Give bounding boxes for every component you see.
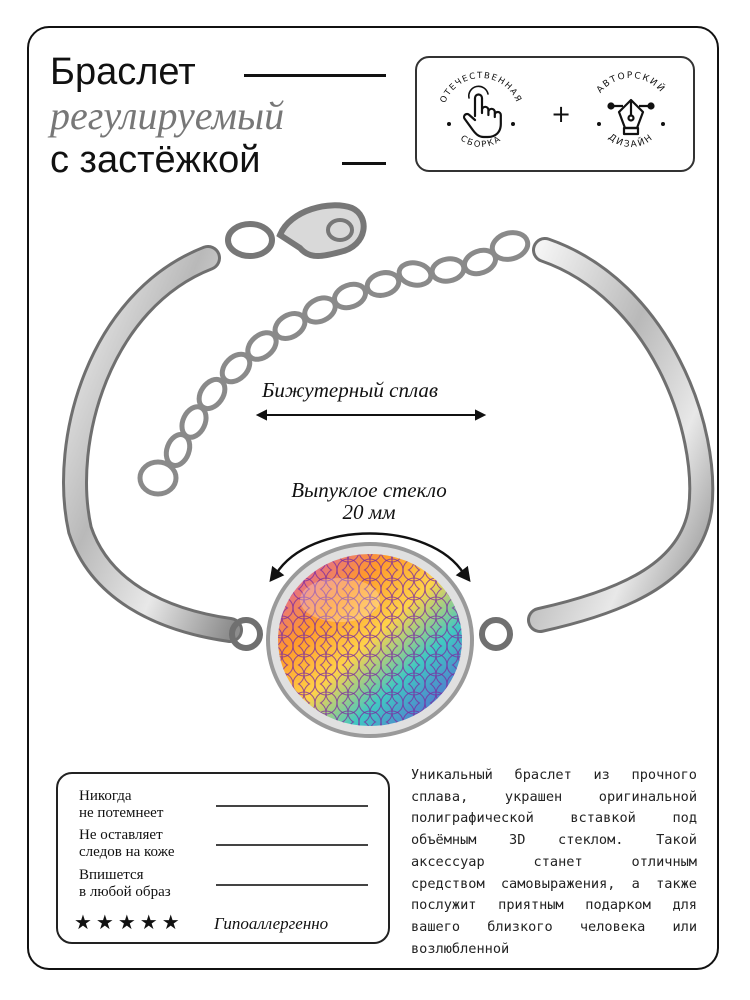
glass-label-2: 20 мм (342, 500, 396, 524)
pen-nib-icon (609, 100, 654, 134)
glass-glare (300, 578, 380, 622)
bracelet-photo (40, 190, 720, 750)
feature-2-line-2: следов на коже (79, 844, 175, 860)
left-band (75, 258, 230, 630)
feature-2 (79, 827, 174, 861)
badge-left-bottom-text: СБОРКА (458, 133, 504, 151)
title-line-2 (50, 94, 284, 138)
feature-1-rule (216, 805, 368, 807)
badge-right-bottom-text: ДИЗАЙН (606, 132, 656, 151)
feature-2-rule (216, 844, 368, 846)
badge-right-top-text: АВТОРСКИЙ (595, 70, 667, 96)
title-dash-1 (244, 74, 386, 77)
plus-sign: + (551, 100, 572, 128)
feature-2-line-1: Не оставляет (79, 827, 163, 843)
badges-panel (415, 56, 695, 172)
feature-1-line-1: Никогда (79, 788, 132, 804)
feature-3-line-1: Впишется (79, 867, 144, 883)
title-text-1: Браслет (50, 51, 196, 93)
material-arrow (258, 411, 484, 419)
feature-3 (79, 867, 171, 901)
title-dash-3 (342, 162, 386, 165)
svg-text:АВТОРСКИЙ (595, 71, 668, 95)
domestic-assembly-badge (429, 64, 533, 168)
material-label: Бижутерный сплав (262, 378, 438, 402)
rating-stars: ★★★★★ (74, 910, 184, 934)
title-line-1 (50, 50, 284, 94)
flower-of-life-pattern (278, 554, 462, 726)
badge-left-top-text: ОТЕЧЕСТВЕННАЯ (438, 70, 524, 105)
product-description: Уникальный браслет из прочного сплава, украшен оригинальной полиграфической вставкой под объёмным 3D стеклом. Такой аксессуар станет отличным средством самовыражения, а также послужит приятным подарком для вашего близкого человека или возлюбленной (411, 767, 697, 957)
lobster-clasp (228, 205, 364, 256)
right-band (540, 250, 701, 620)
feature-3-line-2: в любой образ (79, 884, 171, 900)
features-panel (56, 772, 390, 944)
glass-label-1: Выпуклое стекло (291, 478, 447, 502)
right-connector-ring (482, 620, 510, 648)
feature-1 (79, 788, 163, 822)
product-title (50, 50, 284, 182)
title-text-2: регулируемый (50, 93, 285, 138)
feature-3-rule (216, 884, 368, 886)
title-text-3: с застёжкой (50, 139, 261, 181)
hypoallergenic-label: Гипоаллергенно (214, 914, 329, 933)
hand-pointer-icon (464, 86, 501, 137)
feature-1-line-2: не потемнеет (79, 805, 164, 821)
title-line-3 (50, 138, 284, 182)
author-design-badge (579, 64, 683, 168)
